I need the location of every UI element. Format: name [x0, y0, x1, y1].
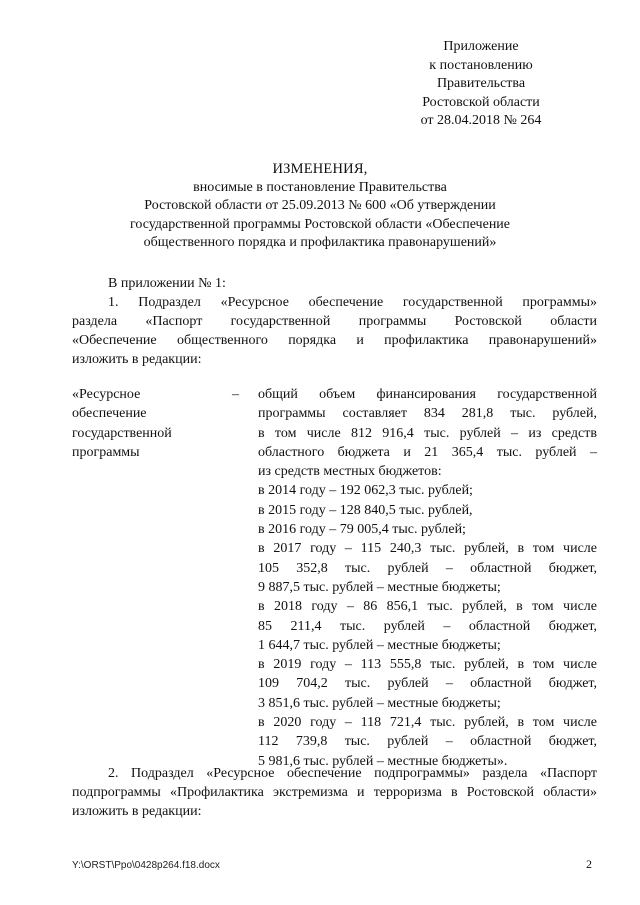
resource-line-2018: в 2018 году – 86 856,1 тыс. рублей, в том числе	[258, 599, 597, 615]
resource-line: 9 887,5 тыс. рублей – местные бюджеты;	[258, 579, 501, 595]
appendix-line: Приложение	[443, 39, 519, 54]
resource-line-2017: в 2017 году – 115 240,3 тыс. рублей, в том числе	[258, 541, 597, 557]
resource-label-line: обеспечение	[72, 406, 147, 422]
intro-section	[72, 274, 597, 369]
appendix-header	[396, 38, 566, 131]
resource-line: программы составляет 834 281,8 тыс. рублей,	[258, 406, 597, 422]
resource-line: 85 211,4 тыс. рублей – областной бюджет,	[258, 618, 597, 634]
appendix-reference: В приложении № 1:	[108, 276, 226, 291]
resource-label	[72, 385, 222, 462]
resource-line: 1 644,7 тыс. рублей – местные бюджеты;	[258, 637, 501, 653]
resource-line: общий объем финансирования государственной	[258, 387, 597, 402]
resource-line: в том числе 812 916,4 тыс. рублей – из средств	[258, 425, 597, 441]
resource-line: 109 704,2 тыс. рублей – областной бюджет,	[258, 676, 597, 692]
title-line: вносимые в постановление Правительства	[193, 179, 447, 195]
resource-label-line: «Ресурсное	[72, 387, 141, 402]
resource-line: 3 851,6 тыс. рублей – местные бюджеты;	[258, 695, 501, 711]
item1-line: 1. Подраздел «Ресурсное обеспечение государственной программы»	[108, 295, 597, 310]
appendix-line: Правительства	[436, 76, 526, 92]
document-title	[100, 160, 540, 253]
resource-line: областного бюджета и 21 365,4 тыс. рублей –	[258, 444, 597, 460]
resource-line-2020: в 2020 году – 118 721,4 тыс. рублей, в том числе	[258, 715, 597, 731]
resource-line: 105 352,8 тыс. рублей – областной бюджет,	[258, 560, 597, 576]
appendix-line: Ростовской области	[422, 94, 540, 110]
resource-label-line: государственной	[72, 425, 172, 441]
section2-line: 2. Подраздел «Ресурсное обеспечение подпрограммы» раздела «Паспорт	[108, 766, 597, 781]
resource-dash: –	[232, 387, 239, 402]
resource-line-2019: в 2019 году – 113 555,8 тыс. рублей, в том числе	[258, 657, 597, 673]
file-path: Y:\ORST\Ppo\0428p264.f18.docx	[72, 860, 220, 871]
section2-line: подпрограммы «Профилактика экстремизма и терроризма в Ростовской области»	[72, 785, 597, 800]
resource-line: 112 739,8 тыс. рублей – областной бюджет,	[258, 734, 597, 750]
page-number: 2	[586, 857, 592, 871]
item1-line: раздела «Паспорт государственной программы Ростовской области	[72, 314, 597, 329]
resource-line-2016: в 2016 году – 79 005,4 тыс. рублей;	[258, 522, 466, 538]
item1-line: изложить в редакции:	[72, 352, 202, 367]
resource-line: 5 981,6 тыс. рублей – местные бюджеты».	[258, 753, 508, 769]
section-2	[72, 764, 597, 821]
appendix-line: к постановлению	[429, 57, 533, 73]
title-heading: ИЗМЕНЕНИЯ,	[272, 161, 368, 177]
title-line: общественного порядка и профилактика правонарушений»	[143, 235, 497, 251]
appendix-date-number: от 28.04.2018 № 264	[420, 113, 542, 129]
title-line: государственной программы Ростовской области «Обеспечение	[129, 216, 511, 232]
resource-label-line: программы	[72, 444, 140, 460]
resource-line-2014: в 2014 году – 192 062,3 тыс. рублей;	[258, 483, 473, 499]
resource-line-2015: в 2015 году – 128 840,5 тыс. рублей,	[258, 502, 473, 518]
item1-line: «Обеспечение общественного порядка и профилактика правонарушений»	[72, 333, 597, 348]
section2-line: изложить в редакции:	[72, 804, 202, 819]
resource-description	[258, 385, 597, 771]
resource-line: из средств местных бюджетов:	[258, 464, 442, 480]
title-line: Ростовской области от 25.09.2013 № 600 «Об утверждении	[144, 198, 496, 214]
